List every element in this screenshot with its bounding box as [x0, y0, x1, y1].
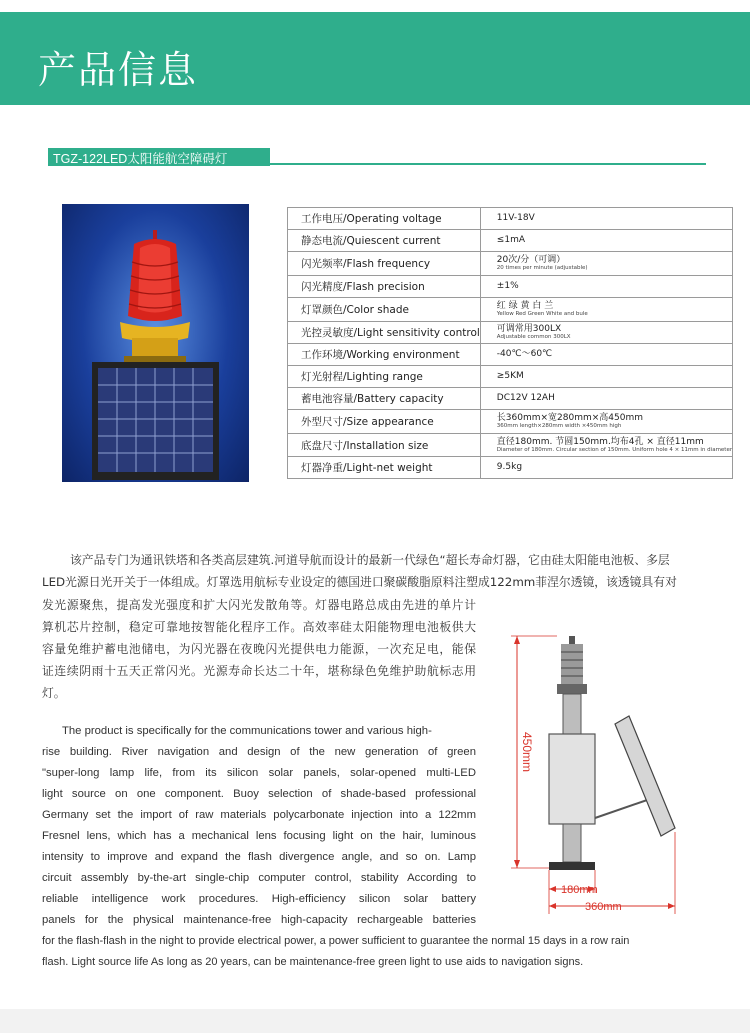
- spec-row: [288, 322, 733, 344]
- spec-value: ≥5KM: [496, 371, 524, 382]
- spec-value: 直径180mm. 节圆150mm.均布4孔 × 直径11mm: [496, 436, 704, 447]
- spec-label: 闪光频率/Flash frequency: [288, 252, 481, 276]
- spec-value: 长360mm×宽280mm×高450mm: [496, 413, 644, 424]
- spec-value: ±1%: [496, 281, 519, 292]
- en-line: Fresnel lens, which has a mechanical lens focusing light on the hair, luminous: [42, 830, 476, 842]
- en-line: light source on one component. Buoy selection of shade-based professional: [42, 788, 476, 800]
- spec-row: [288, 410, 733, 434]
- height-label: 450mm: [520, 731, 534, 773]
- dimension-diagram: [497, 628, 712, 928]
- spec-label: 闪光精度/Flash precision: [288, 276, 481, 298]
- spec-row: [288, 388, 733, 410]
- spec-label: 蓄电池容量/Battery capacity: [288, 388, 481, 410]
- dimension-diagram-svg: [497, 628, 712, 928]
- section-divider: [270, 163, 706, 165]
- spec-value-cell: [480, 344, 732, 366]
- width-label: 360mm: [585, 901, 622, 913]
- cn-line: 证连续阴雨十五天正常闪光。光源寿命长达二十年，堪称绿色免维护助航标志用: [42, 664, 476, 678]
- spec-row: [288, 252, 733, 276]
- base-label: 180mm: [561, 884, 598, 896]
- spec-value: 20次/分（可调）: [496, 255, 566, 266]
- spec-value-cell: [480, 276, 732, 298]
- en-line: The product is specifically for the communications tower and various high-: [62, 725, 432, 737]
- spec-value: ≤1mA: [496, 235, 525, 246]
- cn-line: 该产品专门为通讯铁塔和各类高层建筑.河道导航而设计的最新一代绿色“超长寿命灯器，它由硅太阳能电池板、多层: [70, 553, 670, 567]
- en-line: intensity to improve and expand the flash divergence angle, and so on. Lamp: [42, 851, 476, 863]
- spec-value-english: Diameter of 180mm. Circular section of 150mm. Uniform hole 4 × 11mm in diameter: [496, 446, 733, 453]
- spec-value-cell: [480, 298, 732, 322]
- cn-line: 容量免维护蓄电池储电，为闪光器在夜晚闪光提供电力能源，一次充足电，能保: [42, 642, 476, 656]
- cn-line: 发光源聚焦，提高发光强度和扩大闪光发散角等。灯器电路总成由先进的单片计: [42, 598, 476, 612]
- spec-value-english: 20 times per minute (adjustable): [496, 265, 588, 272]
- en-line: flash. Light source life As long as 20 years, can be maintenance-free green light to use aids to navigation signs.: [42, 956, 584, 968]
- spec-value: 可调常用300LX: [496, 324, 562, 335]
- spec-row: [288, 230, 733, 252]
- spec-value-cell: [480, 457, 732, 479]
- spec-value-cell: [480, 410, 732, 434]
- page-title: 产品信息: [38, 48, 199, 92]
- spec-label: 灯罩颜色/Color shade: [288, 298, 481, 322]
- en-line: "super-long lamp life, from its silicon solar panels, solar-opened multi-LED: [42, 767, 476, 779]
- spec-label: 外型尺寸/Size appearance: [288, 410, 481, 434]
- spec-row: [288, 298, 733, 322]
- spec-value: 11V-18V: [496, 213, 535, 224]
- cn-line: 灯。: [42, 686, 66, 700]
- spec-value-cell: [480, 230, 732, 252]
- section-title-bar: [48, 148, 270, 166]
- footer-strip: [0, 1009, 750, 1033]
- spec-row: [288, 208, 733, 230]
- en-line: panels for the physical maintenance-free high-capacity rechargeable batteries: [42, 914, 476, 926]
- cn-line: 算机芯片控制，稳定可靠地按智能化程序工作。高效率硅太阳能物理电池板供大: [42, 620, 476, 634]
- spec-value-cell: [480, 434, 732, 457]
- en-line: rise building. River navigation and design of the new generation of green: [42, 746, 476, 758]
- cn-line: LED光源日光开关于一体组成。灯罩选用航标专业设定的德国进口聚碳酸脂原料注塑成122mm菲涅尔透镜，该透镜具有对: [42, 575, 677, 589]
- spec-row: [288, 276, 733, 298]
- en-line: for the flash-flash in the night to provide electrical power, a power sufficient to guarantee the normal 15 days in a row rain: [42, 935, 630, 947]
- spec-row: [288, 457, 733, 479]
- spec-label: 灯器净重/Light-net weight: [288, 457, 481, 479]
- spec-value-cell: [480, 322, 732, 344]
- spec-value: -40℃～60℃: [496, 349, 553, 360]
- spec-label: 灯光射程/Lighting range: [288, 366, 481, 388]
- spec-row: [288, 434, 733, 457]
- spec-row: [288, 344, 733, 366]
- product-photo: [62, 204, 249, 482]
- spec-value-cell: [480, 366, 732, 388]
- specs-table: [287, 207, 733, 479]
- section-title: TGZ-122LED太阳能航空障碍灯: [53, 152, 228, 166]
- spec-value: 红 绿 黄 白 兰: [496, 301, 554, 312]
- header-banner: [0, 12, 750, 105]
- en-line: Germany set the import of raw materials polycarbonate injection into a 122mm: [42, 809, 476, 821]
- spec-value-english: Adjustable common 300LX: [496, 334, 571, 341]
- spec-value-cell: [480, 388, 732, 410]
- spec-value-cell: [480, 252, 732, 276]
- spec-label: 静态电流/Quiescent current: [288, 230, 481, 252]
- spec-label: 底盘尺寸/Installation size: [288, 434, 481, 457]
- spec-value-english: Yellow Red Green White and bule: [496, 311, 588, 318]
- spec-label: 工作环境/Working environment: [288, 344, 481, 366]
- spec-row: [288, 366, 733, 388]
- spec-value-english: 360mm length×280mm width ×450mm high: [496, 423, 622, 430]
- spec-value: 9.5kg: [496, 462, 523, 473]
- spec-label: 工作电压/Operating voltage: [288, 208, 481, 230]
- solar-obstruction-light-illustration: [62, 204, 249, 482]
- spec-value-cell: [480, 208, 732, 230]
- spec-label: 光控灵敏度/Light sensitivity control: [288, 322, 481, 344]
- spec-value: DC12V 12AH: [496, 393, 555, 404]
- en-line: circuit assembly by-the-art single-chip computer control, stability According to: [42, 872, 476, 884]
- en-line: reliable intelligence work procedures. High-efficiency silicon solar battery: [42, 893, 476, 905]
